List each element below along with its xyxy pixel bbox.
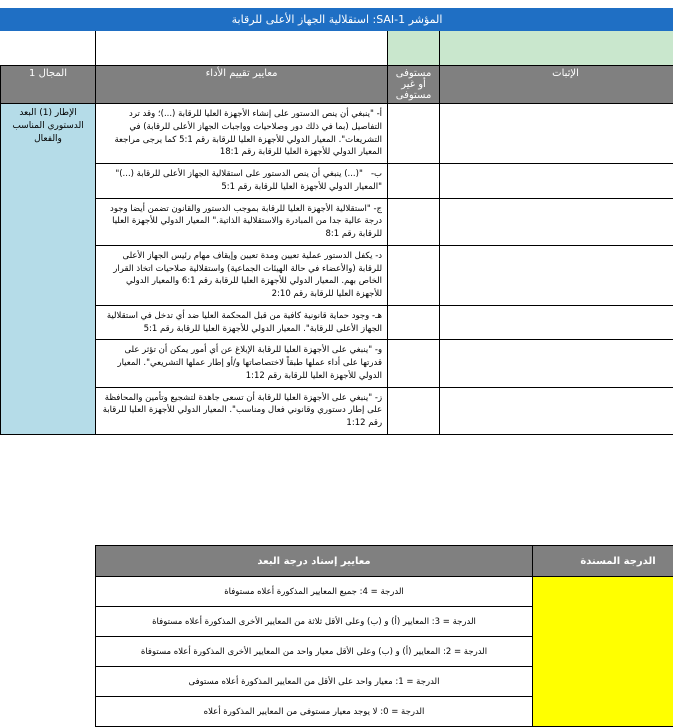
criteria-marker: ج- — [373, 204, 382, 214]
table-row — [1, 387, 673, 434]
scoring-criteria-cell: الدرجة = 3: المعايير (أ) و (ب) وعلى الأقل ثلاثة من المعايير الأخرى المذكورة أعلاه مستوفاة — [96, 607, 533, 637]
criteria-cell — [96, 198, 388, 245]
spacer-row — [1, 31, 673, 66]
column-header-row — [1, 66, 673, 104]
criteria-text: يكفل الدستور عملية تعيين ومدة تعيين وإيقاف مهام رئيس الجهاز الأعلى للرقابة (والأعضاء في حالة الهيئات الجماعية) واستقلالية صلاحيات اتخاذ القرار الخاص بهم. المعيار الدولي للأجهزة العليا للرقابة رقم 6:1 والمعيار الدولي للأجهزة العليا للرقابة رقم 2:10 — [113, 251, 382, 299]
blank-spacer-cell — [1, 31, 96, 66]
scoring-criteria-cell: الدرجة = 1: معيار واحد على الأقل من المعايير المذكورة أعلاه مستوفى — [96, 667, 533, 697]
criteria-text: "استقلالية الأجهزة العليا للرقابة بموجب الدستور والقانون تضمن أيضا وجود درجة عالية جدا من المبادرة والاستقلالية الذاتية." المعيار الدولي للأجهزة العليا للرقابة رقم 8:1 — [110, 204, 382, 240]
bottom-left-pad — [1, 607, 96, 637]
criteria-marker: هـ- — [372, 311, 382, 321]
header-domain: المجال 1 — [1, 66, 96, 104]
table-row — [1, 577, 673, 607]
criteria-cell — [96, 340, 388, 387]
status-cell[interactable] — [388, 305, 440, 340]
header-assigned-score-label: الدرجة المسندة — [580, 556, 655, 567]
criteria-text: "ينبغي أن ينص الدستور على إنشاء الأجهزة العليا للرقابة (...)؛ وقد ترد التفاصيل (بما في ذلك دور وصلاحيات وواجبات الجهاز الأعلى للرقابة) في التشريعات". المعيار الدولي للأجهزة العليا للرقابة رقم 5:1 كما يرجى مراجعة المعيار الدولي للأجهزة العليا للرقابة رقم 18:1 — [114, 109, 382, 157]
table-row — [1, 198, 673, 245]
criteria-text: "ينبغي على الأجهزة العليا للرقابة الإبلاغ عن أي أمور يمكن أن تؤثر على قدرتها على أداء عملها طبقاً لاختصاصاتها و/أو إطار عملها التشريعي". المعيار الدولي للأجهزة العليا للرقابة رقم 1:12 — [117, 345, 382, 381]
criteria-marker: أ- — [377, 109, 382, 119]
bottom-left-pad — [1, 546, 96, 577]
criteria-cell — [96, 387, 388, 434]
bottom-left-pad — [1, 637, 96, 667]
table-row — [1, 245, 673, 305]
white-spacer-cell — [96, 31, 388, 66]
evidence-cell[interactable] — [440, 104, 673, 164]
criteria-marker: د- — [375, 251, 382, 261]
bottom-left-pad — [1, 667, 96, 697]
criteria-marker: و- — [375, 345, 382, 355]
domain-cell: الإطار (1) البعد الدستوري المناسب والفعال — [1, 104, 96, 435]
header-criteria: معايير تقييم الأداء — [96, 66, 388, 104]
bottom-left-pad — [1, 577, 96, 607]
criteria-cell — [96, 164, 388, 199]
evidence-cell[interactable] — [440, 305, 673, 340]
criteria-text: وجود حماية قانونية كافية من قبل المحكمة العليا ضد أي تدخل في استقلالية الجهاز الأعلى للرقابة". المعيار الدولي للأجهزة العليا للرقابة رقم 5:1 — [107, 311, 382, 334]
criteria-marker: ب- — [371, 169, 382, 179]
evidence-cell[interactable] — [440, 387, 673, 434]
evidence-cell[interactable] — [440, 340, 673, 387]
table-row — [1, 340, 673, 387]
evidence-cell[interactable] — [440, 198, 673, 245]
table-row — [1, 104, 673, 164]
status-cell[interactable] — [388, 104, 440, 164]
bottom-left-pad — [1, 697, 96, 727]
criteria-text: "ينبغي على الأجهزة العليا للرقابة أن تسعى جاهدة لتشجيع وتأمين والمحافظة على إطار دستوري وقانوني فعال ومناسب". المعيار الدولي للأجهزة العليا للرقابة رقم 1:12 — [103, 393, 382, 429]
criteria-text: "(...) ينبغي أن ينص الدستور على استقلالية الجهاز الأعلى للرقابة (...)" "المعيار الدولي للأجهزة العليا للرقابة رقم 5:1 — [115, 169, 382, 192]
evidence-cell[interactable] — [440, 245, 673, 305]
scoring-criteria-cell: الدرجة = 2: المعايير (أ) و (ب) وعلى الأقل معيار واحد من المعايير الأخرى المذكورة أعلاه مستوفاة — [96, 637, 533, 667]
assigned-score-cell[interactable] — [533, 577, 673, 727]
scoring-table — [0, 545, 673, 727]
status-cell[interactable] — [388, 164, 440, 199]
title-row — [1, 9, 673, 31]
scoring-criteria-cell: الدرجة = 4: جميع المعايير المذكورة أعلاه مستوفاة — [96, 577, 533, 607]
green-accent-cell — [440, 31, 673, 66]
header-status: مستوفى أو غير مستوفى — [388, 66, 440, 104]
criteria-cell — [96, 104, 388, 164]
status-cell[interactable] — [388, 340, 440, 387]
indicator-title: المؤشر SAI-1: استقلالية الجهاز الأعلى للرقابة — [1, 9, 673, 31]
indicator-table — [0, 8, 673, 435]
status-cell[interactable] — [388, 198, 440, 245]
criteria-cell — [96, 305, 388, 340]
criteria-cell — [96, 245, 388, 305]
header-scoring-criteria: معايير إسناد درجة البعد — [96, 546, 533, 577]
green-accent-cell-2 — [388, 31, 440, 66]
criteria-marker: ز- — [375, 393, 382, 403]
scoring-header-row — [1, 546, 673, 577]
scoring-criteria-cell: الدرجة = 0: لا يوجد معيار مستوفى من المعايير المذكورة أعلاه — [96, 697, 533, 727]
status-cell[interactable] — [388, 387, 440, 434]
status-cell[interactable] — [388, 245, 440, 305]
header-assigned-score — [533, 546, 673, 577]
table-row — [1, 305, 673, 340]
table-row — [1, 164, 673, 199]
header-evidence-label: الإثبات — [552, 68, 579, 79]
header-evidence — [440, 66, 673, 104]
evidence-cell[interactable] — [440, 164, 673, 199]
